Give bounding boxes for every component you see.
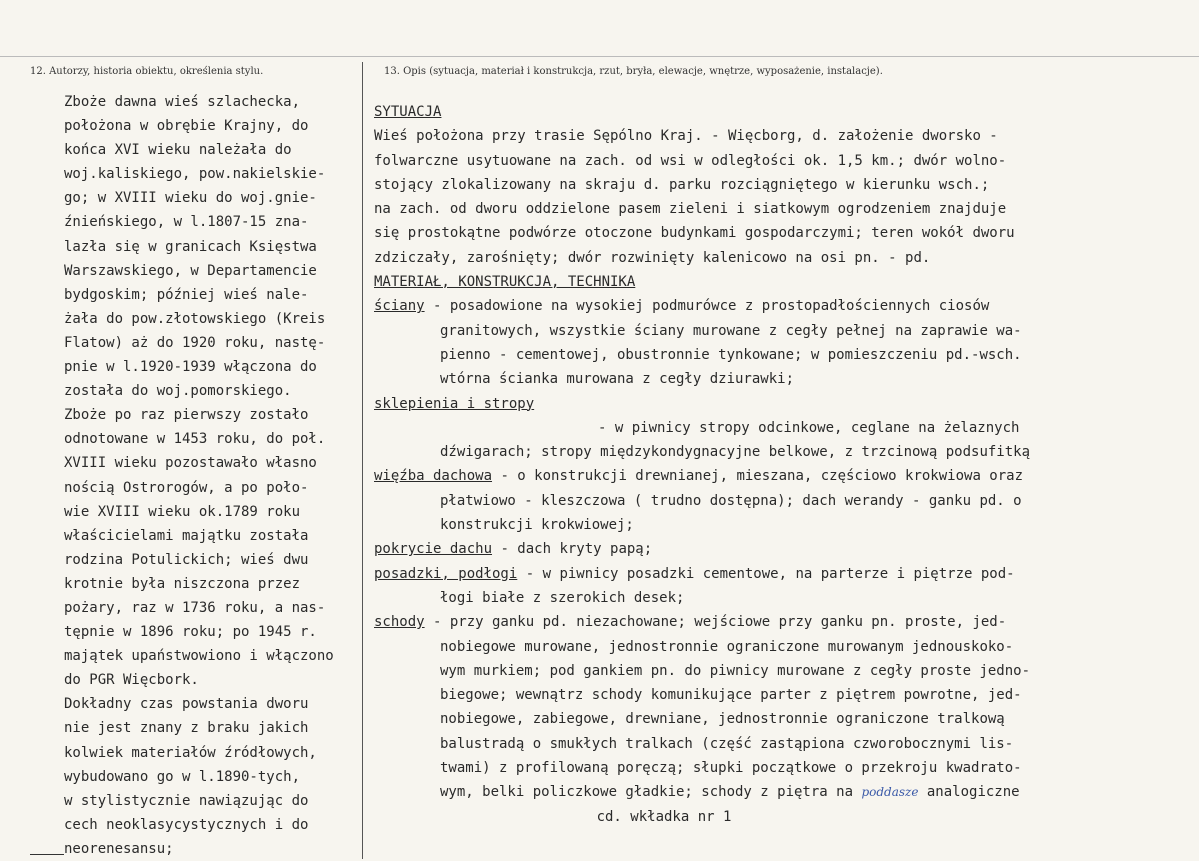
- header-divider: [0, 56, 1199, 57]
- history-line-6: źnieńskiego, w l.1807-15 zna-: [64, 214, 309, 231]
- history-line-30: w stylistycznie nawiązując do: [64, 792, 309, 809]
- posadzki-first-line: - w piwnicy posadzki cementowe, na parterze i piętrze pod-: [517, 565, 1015, 582]
- sciany-lines: [374, 319, 1174, 392]
- sklepienia-line-1: - w piwnicy stropy odcinkowe, ceglane na żelaznych: [598, 419, 1020, 436]
- wiezba-first-line: - o konstrukcji drewnianej, mieszana, częściowo krokwiowa oraz: [492, 468, 1024, 485]
- sytuacja-line-3: stojący zlokalizowany na skraju d. parku rozciągniętego w kierunku wsch.;: [374, 176, 990, 193]
- sklepienia-line-2: dźwigarach; stropy międzykondygnacyjne belkowe, z trzcinową podsufitką: [440, 444, 1031, 461]
- history-line-32: neorenesansu;: [64, 840, 174, 857]
- posadzki-line-1: łogi białe z szerokich desek;: [440, 589, 685, 606]
- history-line-7: lazła się w granicach Księstwa: [64, 238, 317, 255]
- left-column-header: 12. Autorzy, historia obiektu, określenia stylu.: [30, 66, 264, 77]
- schody-line-6: twami) z profilowaną poręczą; słupki początkowe o przekroju kwadrato-: [440, 760, 1022, 777]
- schody-line-5: balustradą o smukłych tralkach (część zastąpiona czworobocznymi lis-: [440, 735, 1014, 752]
- history-line-13: została do woj.pomorskiego.: [64, 383, 292, 400]
- history-line-5: go; w XVIII wieku do woj.gnie-: [64, 190, 317, 207]
- history-line-19: właścicielami majątku została: [64, 527, 309, 544]
- schody-line-1: nobiegowe murowane, jednostronnie ograniczone murowanym jednouskoko-: [440, 638, 1014, 655]
- history-line-10: żała do pow.złotowskiego (Kreis: [64, 310, 326, 327]
- sytuacja-line-6: zdziczały, zarośnięty; dwór rozwinięty kalenicowo na osi pn. - pd.: [374, 249, 931, 266]
- posadzki-lines: [374, 586, 1174, 610]
- history-line-21: krotnie była niszczona przez: [64, 575, 301, 592]
- history-line-16: XVIII wieku pozostawało własno: [64, 455, 317, 472]
- history-line-23: tępnie w 1896 roku; po 1945 r.: [64, 624, 317, 641]
- history-line-17: nością Ostrorogów, a po poło-: [64, 479, 309, 496]
- sytuacja-line-5: się prostokątne podwórze otoczone budynkami gospodarczymi; teren wokół dworu: [374, 225, 1015, 242]
- history-line-29: wybudowano go w l.1890-tych,: [64, 768, 301, 785]
- sytuacja-paragraph: [374, 124, 1174, 270]
- wiezba-line-2: konstrukcji krokwiowej;: [440, 517, 634, 534]
- schody-last-start: wym, belki policzkowe gładkie; schody z piętra na: [440, 784, 862, 801]
- sytuacja-line-1: Wieś położona przy trasie Sępólno Kraj. - Więcborg, d. założenie dworsko -: [374, 128, 998, 145]
- sytuacja-line-2: folwarczne usytuowane na zach. od wsi w odległości ok. 1,5 km.; dwór wolno-: [374, 152, 1007, 169]
- bottom-left-mark: [30, 854, 64, 855]
- sciany-entry: [374, 294, 1174, 318]
- history-line-8: Warszawskiego, w Departamencie: [64, 262, 317, 279]
- history-line-1: Zboże dawna wieś szlachecka,: [64, 94, 301, 110]
- section-title-sytuacja: SYTUACJA: [374, 104, 442, 120]
- pokrycie-text: - dach kryty papą;: [492, 541, 653, 558]
- wiezba-term: więźba dachowa: [374, 468, 493, 485]
- right-column-header: 13. Opis (sytuacja, materiał i konstrukcja, rzut, bryła, elewacje, wnętrze, wyposażenie, instalacje).: [384, 66, 883, 77]
- history-line-9: bydgoskim; później wieś nale-: [64, 286, 309, 303]
- schody-line-4: nobiegowe, zabiegowe, drewniane, jednostronnie ograniczone tralkową: [440, 711, 1005, 728]
- continuation-note: cd. wkładka nr 1: [596, 808, 732, 825]
- pokrycie-entry: [374, 537, 1174, 561]
- description-text: [374, 100, 1174, 829]
- sciany-line-3: wtórna ścianka murowana z cegły dziurawki;: [440, 371, 795, 388]
- sciany-line-1: granitowych, wszystkie ściany murowane z cegły pełnej na zaprawie wa-: [440, 322, 1022, 339]
- history-line-15: odnotowane w 1453 roku, do poł.: [64, 431, 326, 448]
- wiezba-lines: [374, 489, 1174, 538]
- history-line-26: Dokładny czas powstania dworu: [64, 696, 309, 713]
- history-line-20: rodzina Potulickich; wieś dwu: [64, 551, 309, 568]
- history-line-22: pożary, raz w 1736 roku, a nas-: [64, 599, 326, 616]
- schody-entry: [374, 610, 1174, 634]
- wiezba-line-1: płatwiowo - kleszczowa ( trudno dostępna); dach werandy - ganku pd. o: [440, 492, 1022, 509]
- sciany-line-2: pienno - cementowej, obustronnie tynkowane; w pomieszczeniu pd.-wsch.: [440, 346, 1022, 363]
- history-line-28: kolwiek materiałów źródłowych,: [64, 744, 317, 761]
- handwritten-poddasze: poddasze: [861, 785, 919, 800]
- sciany-first-line: - posadowione na wysokiej podmurówce z prostopadłościennych ciosów: [424, 298, 990, 315]
- history-line-14: Zboże po raz pierwszy zostało: [64, 407, 309, 424]
- sytuacja-line-4: na zach. od dworu oddzielone pasem zieleni i siatkowym ogrodzeniem znajduje: [374, 201, 1007, 218]
- schody-last-end: analogiczne: [918, 784, 1020, 801]
- history-line-25: do PGR Więcbork.: [64, 672, 199, 689]
- wiezba-entry: [374, 464, 1174, 488]
- history-line-18: wie XVIII wieku ok.1789 roku: [64, 503, 301, 520]
- schody-line-2: wym murkiem; pod gankiem pn. do piwnicy murowane z cegły proste jedno-: [440, 662, 1031, 679]
- history-line-12: pnie w l.1920-1939 włączona do: [64, 359, 317, 376]
- history-line-4: woj.kaliskiego, pow.nakielskie-: [64, 166, 326, 183]
- schody-line-3: biegowe; wewnątrz schody komunikujące parter z piętrem powrotne, jed-: [440, 687, 1022, 704]
- schody-term: schody: [374, 614, 425, 631]
- sklepienia-term: sklepienia i stropy: [374, 395, 535, 412]
- history-line-2: położona w obrębie Krajny, do: [64, 118, 309, 135]
- history-text: [64, 90, 364, 861]
- history-line-3: końca XVI wieku należała do: [64, 142, 292, 159]
- sciany-term: ściany: [374, 298, 425, 315]
- schody-last-line: [374, 780, 1174, 804]
- history-line-31: cech neoklasycystycznych i do: [64, 816, 309, 833]
- schody-first-line: - przy ganku pd. niezachowane; wejściowe przy ganku pn. proste, jed-: [424, 614, 1007, 631]
- history-line-11: Flatow) aż do 1920 roku, nastę-: [64, 334, 326, 351]
- history-line-27: nie jest znany z braku jakich: [64, 720, 309, 737]
- section-title-material: MATERIAŁ, KONSTRUKCJA, TECHNIKA: [374, 274, 636, 291]
- pokrycie-term: pokrycie dachu: [374, 541, 493, 558]
- posadzki-entry: [374, 562, 1174, 586]
- schody-lines: [374, 635, 1174, 781]
- posadzki-term: posadzki, podłogi: [374, 565, 518, 582]
- history-line-24: majątek upaństwowiono i włączono: [64, 648, 334, 665]
